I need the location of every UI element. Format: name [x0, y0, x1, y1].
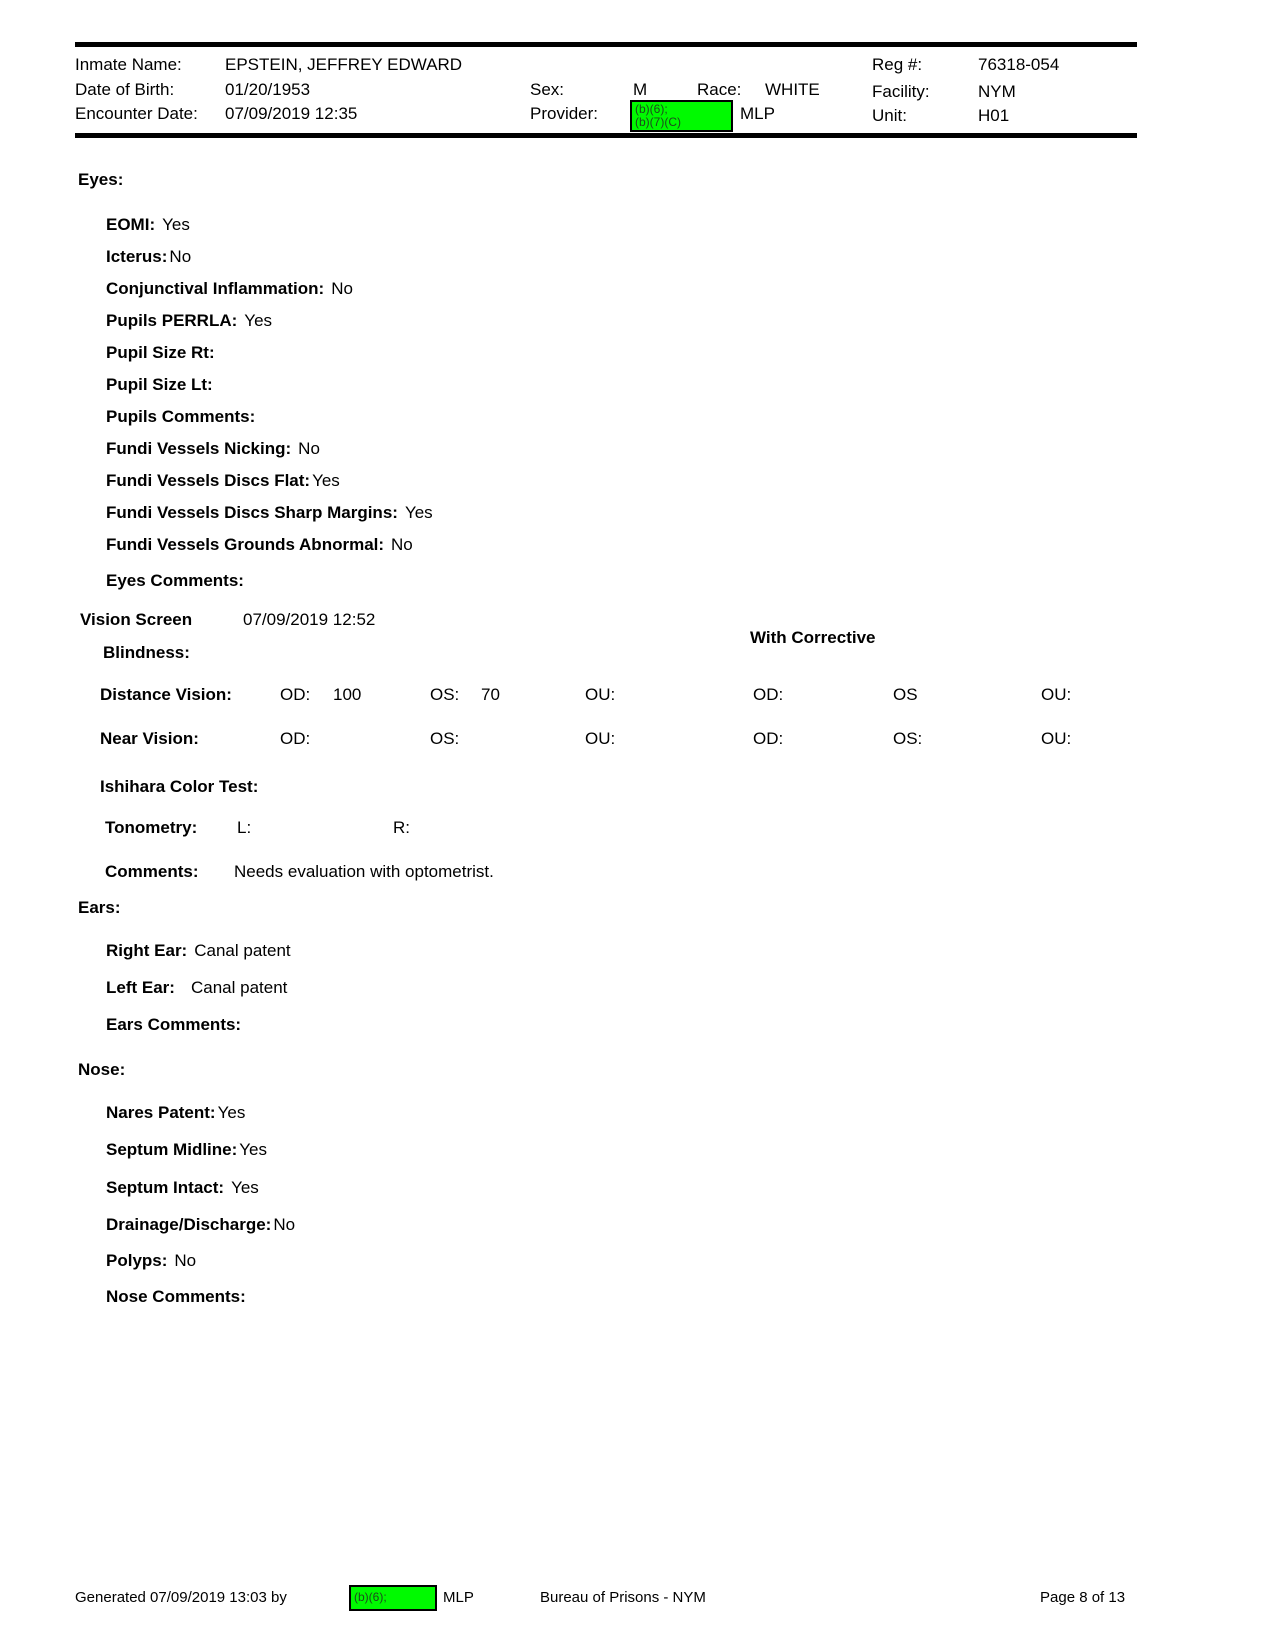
septum-intact-label: Septum Intact: [106, 1178, 225, 1197]
eyes-comments-label: Eyes Comments: [106, 571, 244, 590]
generated-by-text: Generated 07/09/2019 13:03 by [75, 1589, 287, 1606]
provider-redaction-box [630, 100, 733, 132]
distance-corrective-od-label: OD: [753, 685, 784, 704]
fundi-vessels-discs-flat-value: Yes [312, 471, 340, 490]
left-ear-label: Left Ear: [106, 978, 175, 997]
eyes-row-conjunctival-inflammation [106, 279, 353, 299]
septum-midline-value: Yes [239, 1140, 268, 1159]
race-label: Race: [697, 80, 742, 99]
near-ou-label: OU: [585, 729, 616, 748]
tonometry-row [100, 818, 1275, 840]
eomi-label: EOMI: [106, 215, 156, 234]
ears-row-ears-comments [106, 1015, 248, 1035]
inmate-name-label: Inmate Name: [75, 55, 182, 74]
eyes-row-pupil-size-lt [106, 375, 220, 395]
reg-number-value: 76318-054 [978, 55, 1060, 74]
eyes-row-fundi-vessels-nicking [106, 439, 320, 459]
pupils-comments-label: Pupils Comments: [106, 407, 256, 426]
ears-row-right-ear [106, 941, 291, 961]
generated-by-credential: MLP [443, 1589, 474, 1606]
pupils-perrla-value: Yes [244, 311, 273, 330]
distance-corrective-ou-label: OU: [1041, 685, 1072, 704]
footer-center-text: Bureau of Prisons - NYM [540, 1589, 706, 1606]
septum-midline-label: Septum Midline: [106, 1140, 238, 1159]
reg-number-label: Reg #: [872, 55, 923, 74]
near-corrective-os-label: OS: [893, 729, 923, 748]
distance-vision-label: Distance Vision: [100, 685, 232, 704]
nose-row-nares-patent [106, 1103, 245, 1123]
nose-row-septum-midline [106, 1140, 267, 1160]
ears-row-left-ear [106, 978, 287, 998]
nose-row-drainage-discharge [106, 1215, 295, 1235]
nose-section-heading: Nose: [78, 1060, 126, 1079]
fundi-vessels-grounds-abnormal-label: Fundi Vessels Grounds Abnormal: [106, 535, 385, 554]
distance-corrective-os-label: OS [893, 685, 918, 704]
nose-row-septum-intact [106, 1178, 259, 1198]
provider-redaction-line1: (b)(6); [635, 102, 668, 116]
encounter-date-label: Encounter Date: [75, 104, 198, 123]
drainage-discharge-value: No [273, 1215, 296, 1234]
vision-screen-heading: Vision Screen [80, 610, 193, 629]
unit-value: H01 [978, 106, 1010, 125]
eyes-section-heading: Eyes: [78, 170, 124, 189]
conjunctival-inflammation-value: No [331, 279, 353, 298]
tonometry-label: Tonometry: [105, 818, 198, 837]
header-top-rule [75, 42, 1137, 47]
inmate-name-value: EPSTEIN, JEFFREY EDWARD [225, 55, 463, 74]
pupil-size-lt-label: Pupil Size Lt: [106, 375, 213, 394]
left-ear-value: Canal patent [190, 978, 288, 997]
polyps-label: Polyps: [106, 1251, 168, 1270]
polyps-value: No [174, 1251, 197, 1270]
near-vision-label: Near Vision: [100, 729, 199, 748]
nares-patent-label: Nares Patent: [106, 1103, 216, 1122]
near-corrective-od-label: OD: [753, 729, 784, 748]
provider-label: Provider: [530, 104, 599, 123]
right-ear-label: Right Ear: [106, 941, 188, 960]
dob-label: Date of Birth: [75, 80, 175, 99]
pupil-size-rt-label: Pupil Size Rt: [106, 343, 215, 362]
race-value: WHITE [765, 80, 820, 99]
footer-redaction-box [349, 1585, 437, 1611]
encounter-date-value: 07/09/2019 12:35 [225, 104, 358, 123]
eyes-row-pupil-size-rt [106, 343, 222, 363]
distance-od-label: OD: [280, 685, 311, 704]
fundi-vessels-nicking-label: Fundi Vessels Nicking: [106, 439, 292, 458]
fundi-vessels-grounds-abnormal-value: No [391, 535, 413, 554]
fundi-vessels-discs-sharp-margins-value: Yes [404, 503, 433, 522]
provider-redaction-line2: (b)(7)(C) [635, 115, 681, 129]
eyes-row-pupils-comments [106, 407, 262, 427]
distance-od-value: 100 [333, 685, 362, 704]
nose-row-nose-comments [106, 1287, 253, 1307]
right-ear-value: Canal patent [194, 941, 291, 960]
blindness-label: Blindness: [103, 643, 190, 662]
unit-label: Unit: [872, 106, 907, 125]
eyes-row-icterus [106, 247, 191, 267]
eyes-row-fundi-vessels-discs-sharp-margins [106, 503, 433, 523]
vision-screen-datetime: 07/09/2019 12:52 [243, 610, 376, 629]
fundi-vessels-discs-flat-label: Fundi Vessels Discs Flat: [106, 471, 311, 490]
fundi-vessels-discs-sharp-margins-label: Fundi Vessels Discs Sharp Margins: [106, 503, 398, 522]
eomi-value: Yes [162, 215, 190, 234]
facility-label: Facility: [872, 82, 930, 101]
eyes-row-fundi-vessels-grounds-abnormal [106, 535, 413, 555]
near-corrective-ou-label: OU: [1041, 729, 1072, 748]
nose-row-polyps [106, 1251, 196, 1271]
near-vision-row [100, 729, 1275, 751]
dob-value: 01/20/1953 [225, 80, 311, 99]
nose-comments-label: Nose Comments: [106, 1287, 246, 1306]
conjunctival-inflammation-label: Conjunctival Inflammation: [106, 279, 325, 298]
septum-intact-value: Yes [231, 1178, 259, 1197]
pupils-perrla-label: Pupils PERRLA: [106, 311, 238, 330]
nares-patent-value: Yes [217, 1103, 246, 1122]
eyes-row-eyes-comments [106, 571, 251, 591]
header-bottom-rule [75, 133, 1137, 138]
distance-os-value: 70 [481, 685, 500, 704]
ishihara-color-test-label: Ishihara Color Test: [100, 777, 259, 796]
tonometry-l-label: L: [237, 818, 252, 837]
eyes-row-eomi [106, 215, 190, 235]
footer-redaction-text: (b)(6); [354, 1590, 387, 1604]
provider-credential: MLP [740, 104, 775, 123]
ears-section-heading: Ears: [78, 898, 121, 917]
sex-value: M [633, 80, 648, 99]
tonometry-r-label: R: [393, 818, 410, 837]
vision-comments-row [100, 862, 1275, 884]
icterus-value: No [169, 247, 192, 266]
fundi-vessels-nicking-value: No [298, 439, 320, 458]
sex-label: Sex: [530, 80, 565, 99]
vision-comments-label: Comments: [105, 862, 199, 881]
page-footer [0, 1589, 1275, 1619]
drainage-discharge-label: Drainage/Discharge: [106, 1215, 272, 1234]
near-od-label: OD: [280, 729, 311, 748]
facility-value: NYM [978, 82, 1016, 101]
near-os-label: OS: [430, 729, 460, 748]
vision-comments-value: Needs evaluation with optometrist. [234, 862, 494, 881]
eyes-row-pupils-perrla [106, 311, 272, 331]
page-number: Page 8 of 13 [1040, 1589, 1126, 1606]
eyes-row-fundi-vessels-discs-flat [106, 471, 340, 491]
distance-vision-row [100, 685, 1275, 707]
distance-os-label: OS: [430, 685, 460, 704]
with-corrective-label: With Corrective [750, 628, 876, 647]
icterus-label: Icterus: [106, 247, 168, 266]
ears-comments-label: Ears Comments: [106, 1015, 242, 1034]
distance-ou-label: OU: [585, 685, 616, 704]
